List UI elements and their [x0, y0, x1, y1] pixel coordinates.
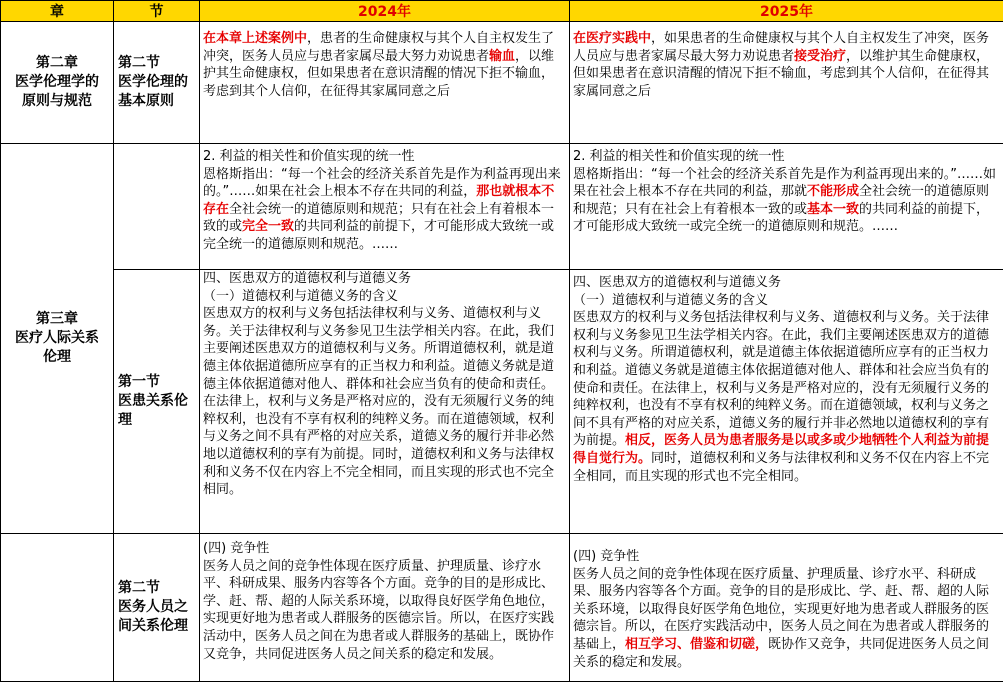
section-cell [114, 534, 200, 682]
body-text: （一）道德权利与道德义务的含义 [573, 292, 769, 308]
content-2025-cell [570, 144, 1003, 270]
cell-line: 医患关系伦 [118, 393, 188, 409]
section-cell [114, 22, 200, 144]
body-text: 四、医患双方的道德权利与道德义务 [203, 271, 412, 286]
highlight-text: 完全一致 [242, 219, 295, 235]
highlight-text: 那也就根本不存在 [203, 184, 555, 217]
body-text: 全社会统一的道德原则和规范；只有在社会上有着根本一致的或 [203, 201, 555, 235]
header-section: 节 [114, 1, 200, 22]
highlight-text: 在本章上述案例中 [203, 31, 308, 46]
cell-line: 伦理 [43, 349, 71, 365]
cell-line: 医学伦理学的 [15, 74, 99, 90]
body-text: ，以维护其生命健康权，但如果患者在意识清醒的情况下拒不输血，考虑到其个人信仰，在征得其家属同意之后 [573, 48, 990, 99]
highlight-text: 接受治疗 [794, 48, 847, 64]
body-text: 的共同利益的前提下，才可能形成大致统一或完全统一的道德原则和规范。…… [203, 219, 555, 252]
content-2024-cell [200, 22, 570, 144]
header-year-2025: 2025年 [570, 1, 1003, 22]
body-text: 医患双方的权利与义务包括法律权利与义务、道德权利与义务。关于法律权利与义务参见卫生法学相关内容。在此，我们主要阐述医患双方的道德权利与义务。所谓道德权利，就是道德主体依据道德所应享有的正当权力和利益。道德义务就是道德主体依据道德对他人、群体和社会应当负有的使命和责任。在法律上，权利与义务是严格对应的，没有无须履行义务的纯粹权利，也没有不享有权利的纯粹义务。而在道德领域，权利与义务之间不具有严格的对应关系，道德义务的履行并非必然地以道德权利的享有为前提。 [573, 310, 990, 449]
body-text: ，如果患者的生命健康权与其个人自主权发生了冲突，医务人员应与患者家属尽最大努力劝说患者 [573, 31, 990, 64]
table-row [1, 22, 1003, 144]
content-2024-cell [200, 270, 570, 534]
header-year-2024: 2024年 [200, 1, 570, 22]
body-text: 全社会统一的道德原则和规范；只有在社会上有着根本一致的或 [573, 184, 990, 217]
cell-line: 第二节 [118, 580, 160, 596]
cell-line: 基本原则 [118, 93, 174, 109]
body-text: 既协作又竞争，共同促进医务人员之间关系的稳定和发展。 [573, 636, 990, 670]
body-text: 的共同利益的前提下，才可能形成大致统一或完全统一的道德原则和规范。…… [573, 201, 990, 235]
content-2025-cell [570, 270, 1003, 534]
body-text: （一）道德权利与道德义务的含义 [203, 288, 399, 304]
content-2025-cell [570, 22, 1003, 144]
highlight-text: 相互学习、借鉴和切磋， [625, 636, 769, 652]
body-text: 同时，道德权利和义务与法律权利和义务不仅在内容上不完全相同，而且实现的形式也不完全相同。 [573, 450, 990, 484]
highlight-text: 基本一致 [807, 201, 860, 217]
section-cell [114, 270, 200, 534]
cell-line: 第二节 [118, 55, 160, 71]
cell-line: 第三章 [36, 311, 78, 327]
cell-line: 医学伦理的 [118, 74, 188, 90]
highlight-text: 在医疗实践中 [573, 31, 652, 46]
highlight-text: 相反，医务人员为患者服务是以或多或少地牺牲个人利益为前提得自觉行为。 [573, 433, 990, 466]
header-row [1, 1, 1003, 22]
header-chapter: 章 [1, 1, 114, 22]
body-text: 医务人员之间的竞争性体现在医疗质量、护理质量、诊疗水平、科研成果、服务内容等各个方面。竞争的目的是形成比、学、赶、帮、超的人际关系环境，以取得良好医学角色地位，实现更好地为患者或人群服务的医德宗旨。所以，在医疗实践活动中，医务人员之间在为患者或人群服务的基础上，既协作又竞争，共同促进医务人员之间关系的稳定和发展。 [203, 558, 555, 662]
table-row [1, 534, 1003, 682]
body-text: ，以维护其生命健康权，但如果患者在意识清醒的情况下拒不输血，考虑到其个人信仰，在征得其家属同意之后 [203, 48, 555, 99]
body-text: (四) 竞争性 [573, 549, 640, 564]
cell-line: 医疗人际关系 [15, 330, 99, 346]
content-2024-cell [200, 534, 570, 682]
cell-line: 原则与规范 [22, 93, 92, 109]
cell-line: 医务人员之 [118, 599, 188, 615]
table-row [1, 144, 1003, 270]
highlight-text: 不能形成 [807, 184, 860, 200]
body-text: 医患双方的权利与义务包括法律权利与义务、道德权利与义务。关于法律权利与义务参见卫生法学相关内容。在此，我们主要阐述医患双方的道德权利与义务。所谓道德权利，就是道德主体依据道德所应享有的正当权力和利益。道德义务就是道德主体依据道德对他人、群体和社会应当负有的使命和责任。在法律上，权利与义务是严格对应的，没有无须履行义务的纯粹权利，也没有不享有权利的纯粹义务。而在道德领域，权利与义务之间不具有严格的对应关系，道德义务的履行并非必然地以道德权利的享有为前提。同时，道德权利和义务与法律权利和义务不仅在内容上不完全相同，而且实现的形式也不完全相同。 [203, 306, 555, 498]
body-text: 2. 利益的相关性和价值实现的统一性 [573, 149, 785, 164]
highlight-text: 输血 [489, 48, 516, 64]
body-text: 恩格斯指出：“每一个社会的经济关系首先是作为利益再现出来的。”……如果在社会上根本不存在共同的利益， [203, 166, 561, 200]
body-text: 恩格斯指出：“每一个社会的经济关系首先是作为利益再现出来的。”……如果在社会上根本不存在共同的利益，那就 [573, 166, 996, 200]
body-text: 医务人员之间的竞争性体现在医疗质量、护理质量、诊疗水平、科研成果、服务内容等各个方面。竞争的目的是形成比、学、赶、帮、超的人际关系环境，以取得良好医学角色地位，实现更好地为患者或人群服务的医德宗旨。所以，在医疗实践活动中，医务人员之间在为患者或人群服务的基础上， [573, 566, 990, 652]
table-row [1, 270, 1003, 534]
body-text: 四、医患双方的道德权利与道德义务 [573, 275, 782, 290]
body-text: ，患者的生命健康权与其个人自主权发生了冲突，医务人员应与患者家属尽最大努力劝说患者 [203, 31, 555, 64]
body-text: 2. 利益的相关性和价值实现的统一性 [203, 149, 415, 164]
chapter-cell [1, 144, 114, 534]
cell-line: 间关系伦理 [118, 618, 188, 634]
cell-line: 第一节 [118, 374, 160, 390]
content-2024-cell [200, 144, 570, 270]
cell-line: 第二章 [36, 55, 78, 71]
chapter-cell [1, 534, 114, 682]
content-2025-cell [570, 534, 1003, 682]
section-cell [114, 144, 200, 270]
cell-line: 理 [118, 412, 132, 428]
body-text: (四) 竞争性 [203, 541, 270, 556]
chapter-cell [1, 22, 114, 144]
